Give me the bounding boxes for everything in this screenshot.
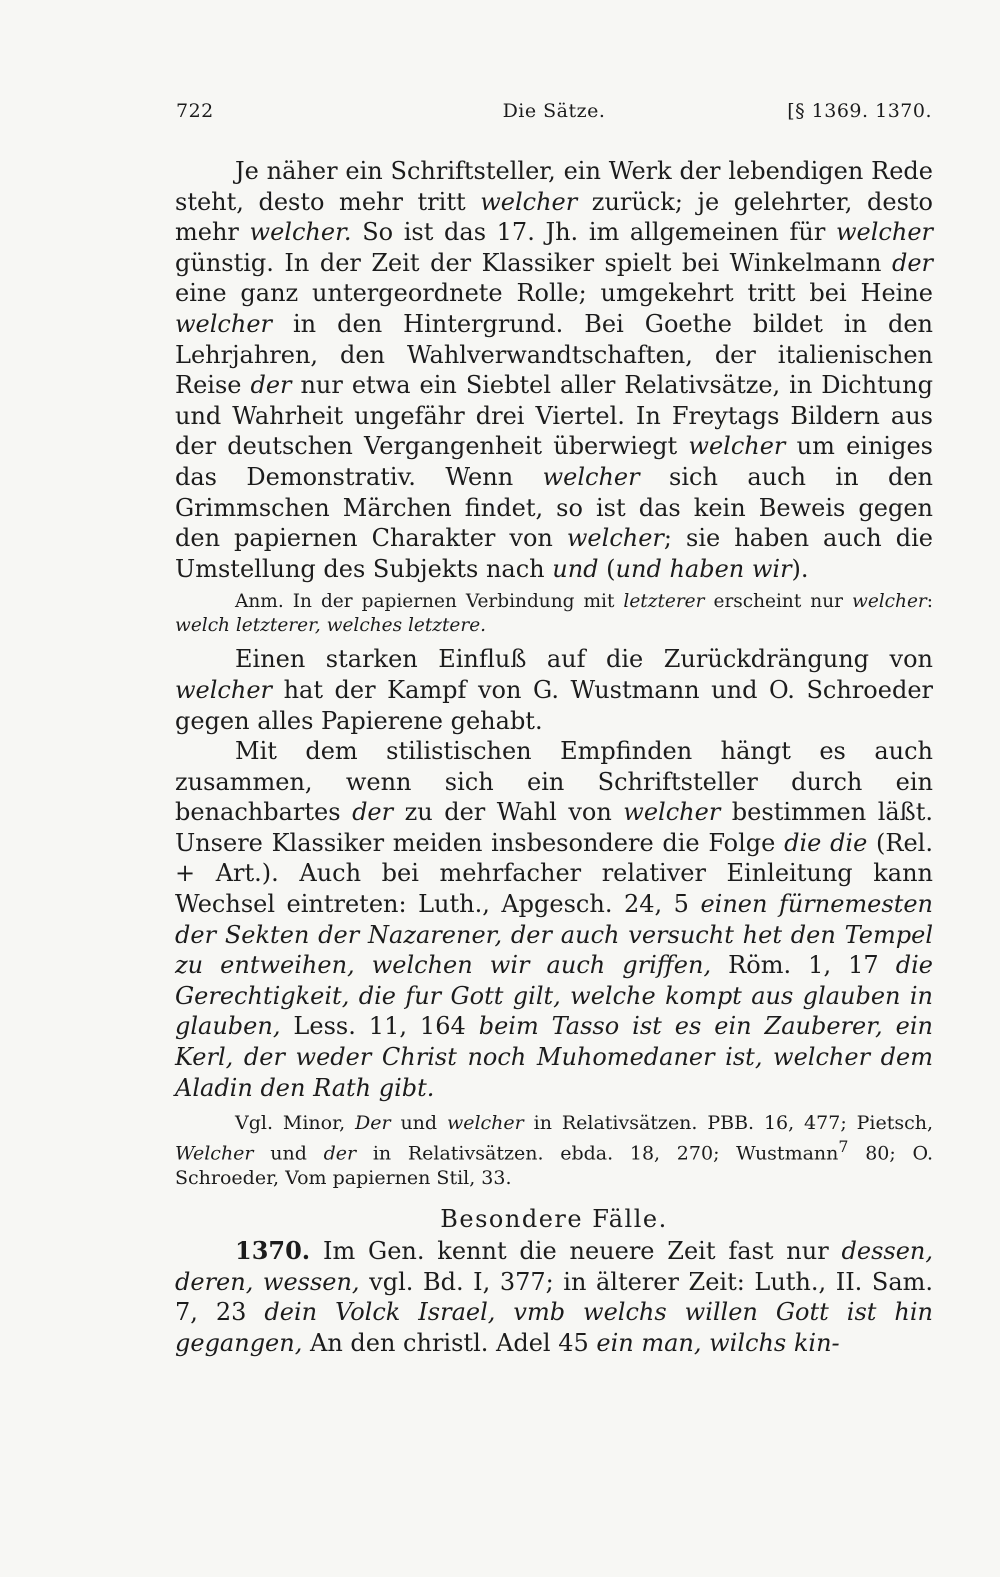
section-heading: Besondere Fälle. <box>440 1204 668 1233</box>
section-reference: [§ 1369. 1370. <box>787 100 932 122</box>
references-note: Vgl. Minor, Der und welcher in Relativsätzen. PBB. 16, 477; Pietsch, Welcher und der in Relativsätzen. ebda. 18, 270; Wustmann$^7$ 80; O. Schroeder, Vom papiernen Stil, 33. <box>175 1112 933 1189</box>
page-header <box>176 100 932 130</box>
paragraph-2: Einen starken Einfluß auf die Zurückdrängung von welcher hat der Kampf von G. Wustmann und O. Schroeder gegen alles Papierene gehabt. <box>175 645 933 735</box>
running-title: Die Sätze. <box>502 100 606 122</box>
section-number: 1370. <box>235 1236 311 1266</box>
annotation-note: Anm. In der papiernen Verbindung mit letzterer erscheint nur welcher: welch letzterer, welches letztere. <box>175 591 933 637</box>
paragraph-3: Mit dem stilistischen Empfinden hängt es auch zusammen, wenn sich ein Schriftsteller durch ein benachbartes der zu der Wahl von welcher bestimmen läßt. Unsere Klassiker meiden insbesondere die Folge die die (Rel. + Art.). Auch bei mehrfacher relativer Einleitung kann Wechsel eintreten: Luth., Apgesch. 24, 5 einen fürnemesten der Sekten der Nazarener, der auch versucht het den Tempel zu entweihen, welchen wir auch griffen, Röm. 1, 17 die Gerechtigkeit, die fur Gott gilt, welche kompt aus glauben in glauben, Less. 11, 164 beim Tasso ist es ein Zauberer, ein Kerl, der weder Christ noch Muhomedaner ist, welcher dem Aladin den Rath gibt. <box>175 737 934 1102</box>
paragraph-1370: 1370. Im Gen. kennt die neuere Zeit fast nur dessen, deren, wessen, vgl. Bd. I, 377; in älterer Zeit: Luth., II. Sam. 7, 23 dein Volck Israel, vmb welchs willen Gott ist hin gegangen, An den christl. Adel 45 ein man, wilchs kin- <box>175 1236 934 1357</box>
page-number: 722 <box>176 100 214 122</box>
page-body <box>175 156 933 1359</box>
paragraph-1: Je näher ein Schriftsteller, ein Werk der lebendigen Rede steht, desto mehr tritt welcher zurück; je gelehrter, desto mehr welcher. So ist das 17. Jh. im allgemeinen für welcher günstig. In der Zeit der Klassiker spielt bei Winkelmann der eine ganz untergeordnete Rolle; umgekehrt tritt bei Heine welcher in den Hintergrund. Bei Goethe bildet in den Lehrjahren, den Wahlverwandtschaften, der italienischen Reise der nur etwa ein Siebtel aller Relativsätze, in Dichtung und Wahrheit ungefähr drei Viertel. In Freytags Bildern aus der deutschen Vergangenheit überwiegt welcher um einiges das Demonstrativ. Wenn welcher sich auch in den Grimmschen Märchen findet, so ist das kein Beweis gegen den papiernen Charakter von welcher; sie haben auch die Umstellung des Subjekts nach und (und haben wir). <box>175 157 933 583</box>
note-label: Anm. <box>235 591 284 613</box>
